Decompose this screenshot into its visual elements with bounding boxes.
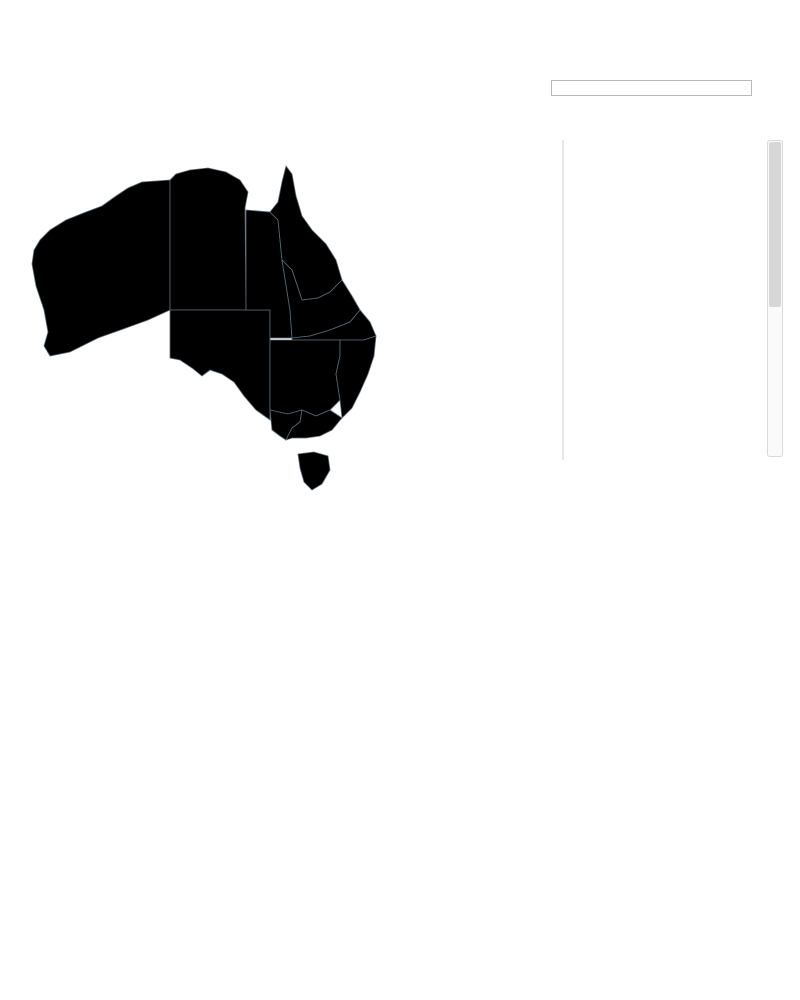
map-region-wa[interactable] <box>32 180 170 356</box>
color-legend <box>551 80 752 96</box>
australia-map[interactable] <box>30 160 390 500</box>
map-region-tas[interactable] <box>298 452 330 490</box>
map-region-sa[interactable] <box>170 310 270 420</box>
chart-scrollbar-thumb[interactable] <box>769 142 781 307</box>
map-region-nsw-west[interactable] <box>270 340 340 416</box>
chart-scrollbar[interactable] <box>767 140 783 457</box>
phn-bar-chart <box>395 135 765 510</box>
map-region-nt[interactable] <box>170 168 248 310</box>
map-region-nsw-east[interactable] <box>336 336 376 418</box>
